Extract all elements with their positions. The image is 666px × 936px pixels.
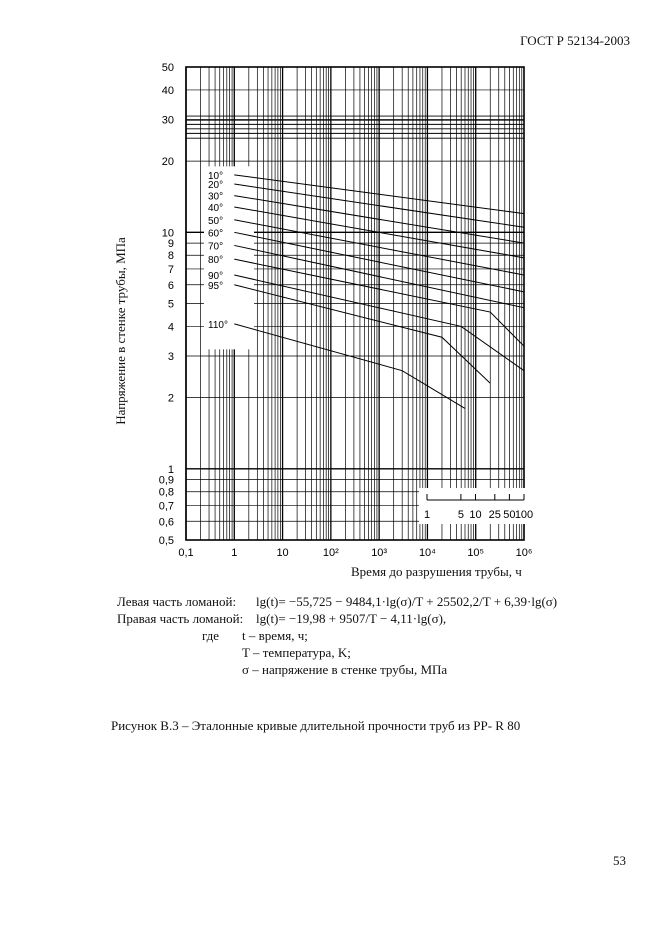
series-label-4: 50° (208, 215, 224, 227)
y-tick-label: 1 (167, 463, 174, 476)
series-label-8: 90° (208, 270, 224, 282)
series-label-7: 80° (208, 255, 224, 267)
y-axis-label: Напряжение в стенке трубы, МПа (113, 237, 128, 425)
y-tick-label: 30 (161, 114, 174, 127)
y-tick-label: 0,7 (158, 500, 174, 513)
series-label-9: 95° (208, 280, 224, 292)
secondary-scale-label: 5 (457, 509, 464, 521)
series-label-1: 20° (208, 180, 224, 192)
series-label-3: 40° (208, 202, 224, 214)
y-tick-label: 40 (161, 84, 174, 97)
y-tick-label: 20 (161, 156, 174, 169)
y-tick-label: 0,8 (158, 486, 174, 499)
y-tick-label: 7 (167, 263, 174, 276)
y-tick-label: 4 (167, 321, 174, 334)
left-part-label: Левая часть ломаной: (117, 594, 237, 609)
right-part-formula: lg(t)= −19,98 + 9507/T − 4,11·lg(σ), (256, 611, 447, 626)
y-tick-label: 3 (167, 350, 174, 363)
page-number: 53 (613, 853, 626, 868)
secondary-scale-label: 25 (488, 509, 501, 521)
series-label-6: 70° (208, 241, 224, 253)
y-tick-label: 50 (161, 62, 174, 74)
x-tick-label: 1 (231, 547, 238, 559)
figure-caption: Рисунок В.3 – Эталонные кривые длительной прочности труб из PP- R 80 (111, 718, 521, 733)
y-tick-label: 6 (167, 279, 174, 292)
y-tick-label: 8 (167, 250, 174, 263)
definition-t: t – время, ч; (242, 628, 308, 643)
y-tick-label: 0,5 (158, 535, 174, 547)
left-part-formula: lg(t)= −55,725 − 9484,1·lg(σ)/T + 25502,2/T + 6,39·lg(σ) (256, 594, 558, 609)
x-tick-label: 10⁵ (467, 547, 485, 559)
series-label-0: 10° (208, 170, 224, 182)
right-part-label: Правая часть ломаной: (117, 611, 244, 626)
x-tick-label: 0,1 (178, 547, 194, 559)
y-tick-label: 2 (167, 392, 174, 405)
x-tick-label: 10⁶ (515, 547, 533, 559)
definition-sigma: σ – напряжение в стенке трубы, МПа (242, 662, 448, 677)
x-tick-label: 10⁴ (418, 547, 436, 559)
x-axis-label: Время до разрушения трубы, ч (351, 564, 522, 579)
series-line-9 (234, 285, 490, 383)
x-tick-label: 10 (276, 547, 289, 559)
x-tick-label: 10² (322, 547, 339, 559)
where-label: где (202, 628, 220, 643)
series-label-2: 30° (208, 191, 224, 203)
series-label-10: 110° (208, 319, 228, 331)
x-tick-label: 10³ (371, 547, 388, 559)
secondary-scale-label: 50 (503, 509, 516, 521)
series-line-10 (234, 324, 465, 409)
y-tick-label: 5 (167, 298, 174, 311)
definition-T: T – температура, K; (242, 645, 351, 660)
y-tick-label: 9 (167, 238, 174, 251)
y-tick-label: 0,6 (158, 516, 174, 529)
secondary-scale-label: 1 (423, 509, 431, 521)
secondary-scale-label: 100 (514, 509, 534, 521)
document-header: ГОСТ Р 52134-2003 (520, 33, 630, 48)
series-label-5: 60° (208, 228, 224, 240)
y-tick-label: 0,9 (158, 474, 174, 487)
y-tick-label: 10 (161, 227, 174, 240)
secondary-scale-label: 10 (469, 509, 482, 521)
